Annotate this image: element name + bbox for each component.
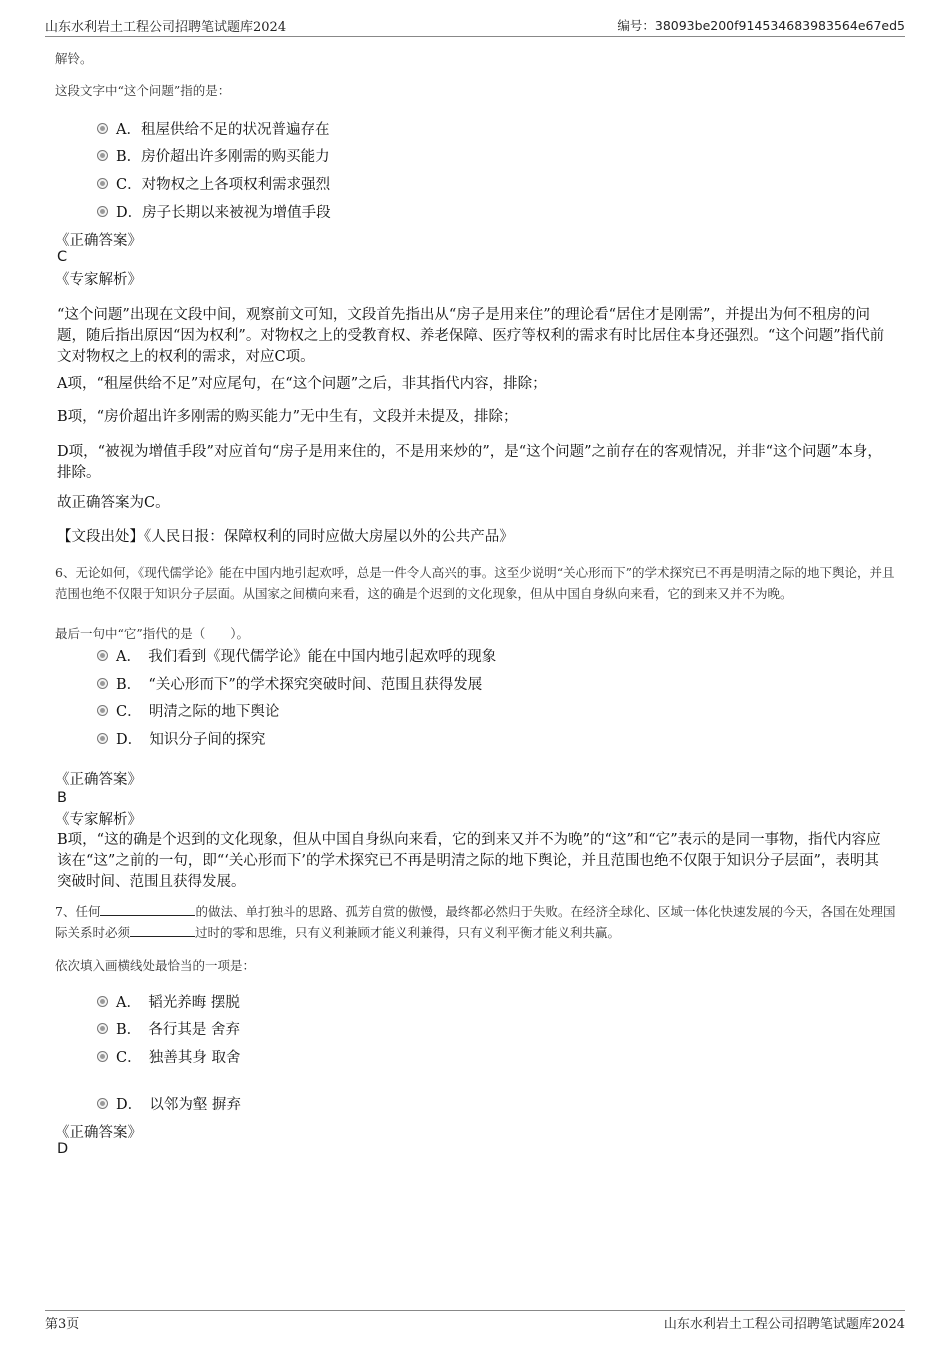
radio-icon[interactable] xyxy=(97,1023,108,1034)
q5-option-d[interactable]: D．房子长期以来被视为增值手段 xyxy=(97,201,331,222)
q6-analysis-label: 《专家解析》 xyxy=(55,812,142,828)
q5-conclusion: 故正确答案为C。 xyxy=(57,495,170,511)
header-title: 山东水利岩土工程公司招聘笔试题库2024 xyxy=(45,19,287,35)
q5-analysis-p1: “这个问题”出现在文段中间，观察前文可知，文段首先指出从“房子是用来住”的理论看“居住才是刚需”，并提出为何不租房的问题，随后指出原因“因为权利”。对物权之上的受教育权、养老保障、医疗等权利的需求有时比居住本身还强烈。“这个问题”指代前文对物权之上的权利的需求，对应C项。 xyxy=(57,307,885,365)
q5-answer-label: 《正确答案》 xyxy=(55,233,142,249)
q5-option-b[interactable]: B．房价超出许多刚需的购买能力 xyxy=(97,145,330,166)
page-number: 第3页 xyxy=(45,1316,80,1332)
radio-icon[interactable] xyxy=(97,1098,108,1109)
q6-analysis: B项，“这的确是个迟到的文化现象，但从中国自身纵向来看，它的到来又并不为晚”的“这”和“它”表示的是同一事物，指代内容应该在“这”之前的一句，即“‘关心形而下’的学术探究已不再是明清之际的地下舆论，并且范围也绝不仅限于知识分子层面”，表明其突破时间、范围且获得发展。 xyxy=(57,832,881,890)
header-serial: 编号：38093be200f914534683983564e67ed5 xyxy=(617,18,905,33)
radio-icon[interactable] xyxy=(97,1051,108,1062)
q7-answer: D xyxy=(57,1141,69,1157)
q7-option-b[interactable]: B． 各行其是 舍弃 xyxy=(97,1018,240,1039)
radio-icon[interactable] xyxy=(97,678,108,689)
q5-answer: C xyxy=(57,249,68,265)
q6-option-b[interactable]: B． “关心形而下”的学术探究突破时间、范围且获得发展 xyxy=(97,673,482,694)
radio-icon[interactable] xyxy=(97,206,108,217)
q5-option-c[interactable]: C．对物权之上各项权利需求强烈 xyxy=(97,173,330,194)
q5-option-a[interactable]: A．租屋供给不足的状况普遍存在 xyxy=(97,118,329,139)
page-footer xyxy=(45,1310,905,1333)
q5-analysis-p3: B项，“房价超出许多刚需的购买能力”无中生有，文段并未提及，排除； xyxy=(57,409,518,425)
q6-option-d[interactable]: D． 知识分子间的探究 xyxy=(97,728,265,749)
q7-question: 依次填入画横线处最恰当的一项是： xyxy=(55,958,256,973)
q6-stem: 6、无论如何，《现代儒学论》能在中国内地引起欢呼，总是一件令人高兴的事。这至少说明“关心形而下”的学术探究已不再是明清之际的地下舆论，并且范围也绝不仅限于知识分子层面。从国家之间横向来看，这的确是个迟到的文化现象，但从中国自身纵向来看，它的到来又并不为晚。 xyxy=(55,565,895,601)
q5-stem: 这段文字中“这个问题”指的是： xyxy=(55,83,231,98)
page-header xyxy=(45,14,905,37)
q5-analysis-label: 《专家解析》 xyxy=(55,272,142,288)
radio-icon[interactable] xyxy=(97,178,108,189)
q5-passage-tail: 解铃。 xyxy=(55,51,93,66)
q7-option-d[interactable]: D． 以邻为壑 摒弃 xyxy=(97,1093,241,1114)
radio-icon[interactable] xyxy=(97,996,108,1007)
q6-option-c[interactable]: C． 明清之际的地下舆论 xyxy=(97,700,279,721)
blank-line-2 xyxy=(130,924,195,937)
radio-icon[interactable] xyxy=(97,150,108,161)
footer-title: 山东水利岩土工程公司招聘笔试题库2024 xyxy=(663,1316,905,1332)
q6-option-a[interactable]: A． 我们看到《现代儒学论》能在中国内地引起欢呼的现象 xyxy=(97,645,496,666)
radio-icon[interactable] xyxy=(97,733,108,744)
q6-answer: B xyxy=(57,790,67,806)
q7-option-c[interactable]: C． 独善其身 取舍 xyxy=(97,1046,240,1067)
q5-analysis-p2: A项，“租屋供给不足”对应尾句，在“这个问题”之后，非其指代内容，排除； xyxy=(57,376,547,392)
q5-source: 【文段出处】《人民日报：保障权利的同时应做大房屋以外的公共产品》 xyxy=(57,529,514,545)
radio-icon[interactable] xyxy=(97,123,108,134)
q6-question: 最后一句中“它”指代的是（ ）。 xyxy=(55,626,250,641)
q6-answer-label: 《正确答案》 xyxy=(55,772,142,788)
radio-icon[interactable] xyxy=(97,705,108,716)
q7-option-a[interactable]: A． 韬光养晦 摆脱 xyxy=(97,991,240,1012)
q7-answer-label: 《正确答案》 xyxy=(55,1125,142,1141)
q7-stem: 7、任何 的做法、单打独斗的思路、孤芳自赏的傲慢，最终都必然归于失败。在经济全球化、区域一体化快速发展的今天，各国在处理国际关系时必须 过时的零和思维，只有义利兼顾才能义利兼得，只有义利平衡才能义利共赢。 xyxy=(55,904,896,940)
radio-icon[interactable] xyxy=(97,650,108,661)
blank-line-1 xyxy=(100,903,195,916)
q5-analysis-p4: D项，“被视为增值手段”对应首句“房子是用来住的，不是用来炒的”，是“这个问题”之前存在的客观情况，并非“这个问题”本身，排除。 xyxy=(57,444,882,481)
